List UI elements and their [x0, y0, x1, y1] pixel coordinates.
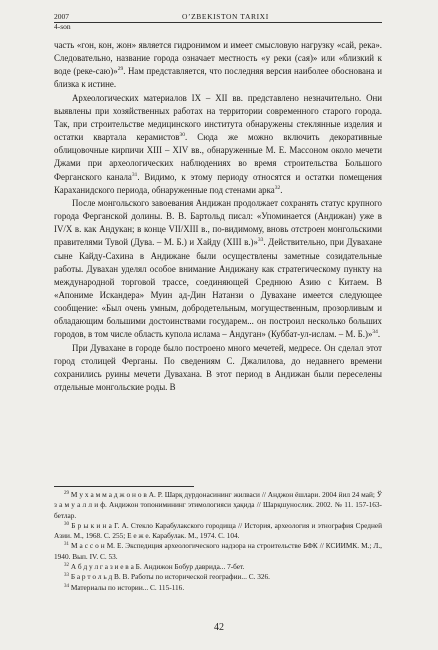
- footnote-text: А б д у л г а з и е в а Б. Андижон Бобур даврида... 7-бет.: [70, 562, 245, 572]
- footnote-text: М а с с о н М. Е. Экспедиция археологического надзора на строительстве БФК // КСИИМК. М.; Л., 1940. Вып. IV. С. 53.: [54, 541, 382, 561]
- header-journal-title: O’ZBEKISTON TARIXI: [182, 12, 269, 21]
- footnote: [54, 490, 382, 521]
- footnote-text: Б р ы к и н а Г. А. Стекло Карабулакского городища // История, археология и этнография Средней Азии. М., 1968. С. 255; Е е ж е. Карабулак. М., 1974. С. 104.: [54, 520, 382, 541]
- footnote-number: 30: [64, 521, 69, 527]
- header-rule: [54, 22, 382, 23]
- text-run: .: [280, 184, 283, 195]
- footnote-text: Материалы по истории... С. 115-116.: [70, 582, 185, 592]
- article-body: [54, 39, 382, 394]
- text-run: . Нам представляется, что последняя версия наиболее обоснована и близка к истине.: [54, 66, 382, 90]
- footnote-ref: 34: [372, 329, 378, 336]
- footnote-ref: 32: [274, 184, 281, 191]
- text-run: При Дувахане в городе было построено много мечетей, медресе. Он сделал этот город столицей Ферганы. По сведениям С. Джалилова, до недавнего времени сохранились руины мечети Дувахана. В этот период в Андижан были переселены отдельные монгольские роды. В: [54, 342, 382, 393]
- footnote-number: 29: [64, 491, 69, 496]
- header-issue: 4-son: [54, 22, 71, 31]
- footnote-ref: 29: [117, 66, 124, 73]
- body-paragraph: [54, 92, 382, 197]
- footnote: [54, 583, 382, 593]
- text-run: .: [377, 329, 381, 340]
- footnote-number: 34: [64, 583, 69, 589]
- footnote: [54, 562, 382, 572]
- body-paragraph: [54, 197, 382, 342]
- header-year: 2007: [54, 12, 69, 21]
- text-run: часть «гон, кон, жон» является гидронимом и имеет смысловую нагрузку «сай, река». Следовательно, название города означает местность «у реки (сая)» или «близкий к воде (реке-саю)»: [54, 40, 382, 77]
- footnote-number: 33: [64, 573, 69, 579]
- page-number: 42: [214, 622, 224, 633]
- footnote-number: 32: [64, 563, 69, 569]
- footnote-separator: [54, 486, 194, 487]
- footnotes: [54, 490, 382, 593]
- footnote-ref: 33: [257, 237, 264, 244]
- text-run: Археологических материалов IX – XII вв. представлено незначительно. Они выявлены при хозяйственных работах на территории современного старого города. Так, при строительстве медицинского института обнаружены стеклянные изделия и остатки квартала керамистов: [54, 92, 382, 143]
- text-run: . Видимо, к этому периоду относятся и остатки помещения Караханидского периода, обнаруженные под стенами арка: [54, 171, 383, 195]
- footnote-number: 31: [64, 542, 69, 548]
- text-run: . Действительно, при Дувахане сыне Кайду-Сахина в Андижане были осуществлены заметные созидательные работы. Дувахан уделял особое внимание Андижану как стратегическому пункту на международной торговой трассе, соединяющей Среднюю Азию с Китаем. В «Апониме Искандера» Муин ад-Дин Натанзи о Дувахане имеется следующее сообщение: «Был очень умным, добродетельным, могущественным, прозорливым и обладающим большими достоинствами государем... он построил несколько больших городов, в том числе область купола ислама – Андуган» (Куббат-ул-ислам. – М. Б.)»: [54, 237, 382, 340]
- footnote: [54, 521, 382, 542]
- footnote-text: М у х а м м а д ж о н о в А. Р. Шарқ дурдонасининг жилваси // Анджон ёшлари. 2004 йил 24 май; Ў з а м у а л л и ф. Андижон топонимининг этимологияси ҳақида // Шарқшунослик. 2002. № 11. 157-163-бетлар.: [54, 490, 382, 520]
- text-run: После монгольского завоевания Андижан продолжает сохранять статус крупного города Ферганской долины. В. В. Бартольд писал: «Упоминается (Андижан) уже в IV/X в. как Андукан; в конце VII/XIII в., по-видимому, вновь отстроен монгольскими правителями Тувой (Дува. – М. Б.) и Хайду (XIII в.)»: [54, 197, 382, 248]
- text-run: . Сюда же можно включить декоративные облицовочные кирпичи XIII – XIV вв., обнаруженные М. Е. Массоном около мечети Джами при археологических наблюдениях во время строительства Большого Ферганского канала: [54, 132, 383, 182]
- footnote: [54, 541, 382, 562]
- body-paragraph: [54, 342, 382, 395]
- footnote: [54, 572, 382, 582]
- footnote-text: Б а р т о л ь д В. В. Работы по исторической географии... С. 326.: [70, 572, 271, 582]
- footnote-ref: 30: [179, 132, 186, 139]
- footnote-ref: 31: [131, 171, 138, 178]
- body-paragraph: [54, 39, 382, 92]
